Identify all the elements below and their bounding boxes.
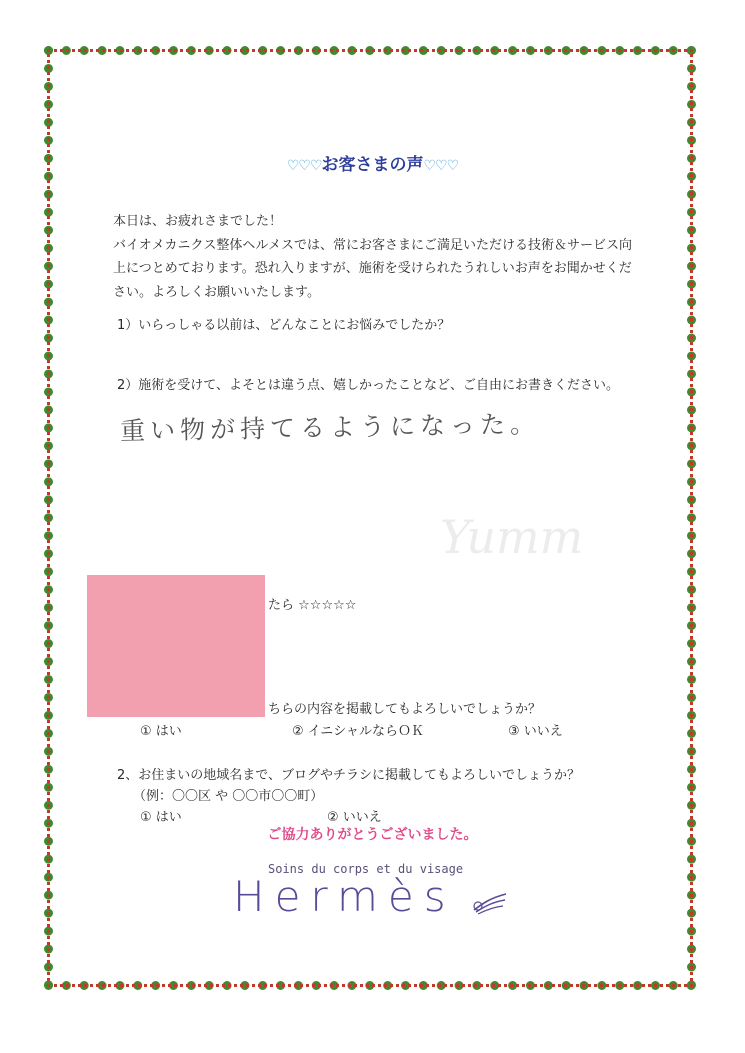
question-1: 1）いらっしゃる以前は、どんなことにお悩みでしたか？ [117,318,451,333]
logo-tagline: Soins du corps et du visage [268,862,464,876]
intro-line-1: 本日は、お疲れさまでした！ [113,214,283,229]
intro-line-4: さい。よろしくお願いいたします。 [113,284,320,300]
consent-1-option-yes: ① はい [140,724,182,739]
intro-line-3: 上につとめております。恐れ入りますが、施術を受けられたうれしいお声をお聞かせくだ [113,261,632,276]
hermes-logo: Hermès [233,872,456,921]
question-2: 2）施術を受けて、よそとは違う点、嬉しかったことなど、ご自由にお書きください。 [117,378,620,393]
consent-2-option-no: ② いいえ [327,810,382,825]
bleed-through-mark: Yumm [440,510,584,564]
hearts-right: ♡♡♡ [423,158,459,174]
consent-question-2: 2、お住まいの地域名まで、ブログやチラシに掲載してもよろしいでしょうか？ [117,768,581,783]
vine-border [44,46,696,990]
hearts-left: ♡♡♡ [286,158,322,174]
consent-1-option-initials: ② イニシャルならＯＫ [292,724,425,739]
wing-icon [472,890,508,916]
consent-2-example: （例：〇〇区 や 〇〇市〇〇町） [133,789,324,804]
page-title-text: お客さまの声 [321,155,424,175]
intro-line-2: バイオメカニクス整体ヘルメスでは、常にお客さまにご満足いただける技術＆サービス向 [113,237,632,253]
redaction-block [87,575,265,717]
consent-2-option-yes: ① はい [140,810,182,825]
intro-paragraph [113,210,633,304]
consent-1-option-no: ③ いいえ [508,724,563,739]
thank-you-message: ご協力ありがとうございました。 [267,827,478,843]
handwritten-answer: 重い物が持てるようになった。 [119,409,541,446]
page-title [0,150,745,175]
rating-line: たら ☆☆☆☆☆ [268,598,357,613]
consent-question-1: ちらの内容を掲載してもよろしいでしょうか？ [268,702,542,717]
